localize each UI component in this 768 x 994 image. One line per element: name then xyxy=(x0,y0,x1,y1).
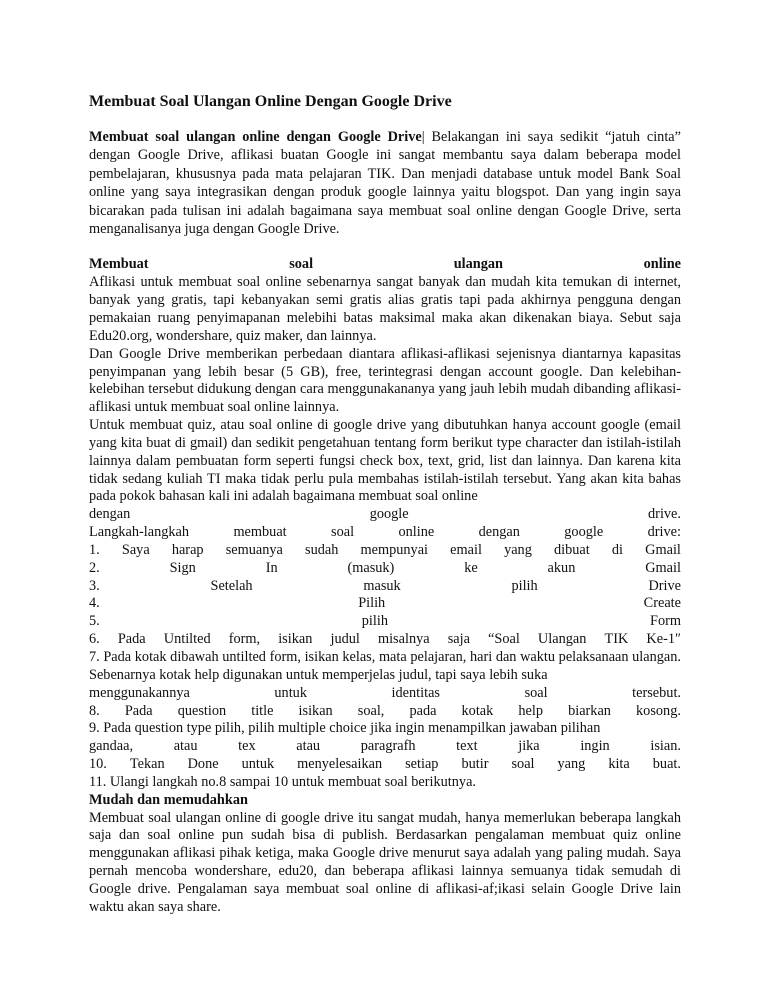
step-6 xyxy=(89,631,681,649)
word: kosong. xyxy=(636,702,681,719)
word: judul xyxy=(330,631,360,648)
word: akun xyxy=(547,559,576,576)
word: yang xyxy=(504,541,532,558)
word: Pada xyxy=(117,631,146,648)
word: Saya xyxy=(121,541,150,558)
word: Setelah xyxy=(210,577,253,594)
word: Gmail xyxy=(645,541,681,558)
word: kita xyxy=(608,756,630,773)
word: form, xyxy=(228,631,261,648)
step-9: 9. Pada question type pilih, pilih multiple choice jika ingin menampilkan jawaban pilihan xyxy=(89,720,601,737)
word: 6. xyxy=(89,631,100,648)
heading-word: Membuat xyxy=(89,256,149,273)
word: 3. xyxy=(89,577,100,594)
word: mempunyai xyxy=(360,541,429,558)
word: (masuk) xyxy=(347,559,395,576)
intro-text: | Belakangan ini saya sedikit “jatuh cinta” dengan Google Drive, aflikasi buatan Google ini sangat membantu saya dalam beberapa model pembelajaran, khususnya pada mata pelajaran TIK. Dan menjadi database untuk model Bank Soal online yang saya integrasikan dengan produk google lainnya yaitu blogspot. Dan yang ingin saya bicarakan pada tulisan ini adalah bagaimana saya membuat soal online dengan Google Drive, serta menganalisanya juga dengan Google Drive. xyxy=(89,129,681,238)
word: paragrafh xyxy=(360,738,416,755)
step-3 xyxy=(89,578,681,596)
word: untuk xyxy=(241,756,275,773)
word: masuk xyxy=(363,577,401,594)
word: TIK xyxy=(604,631,629,648)
word: online xyxy=(398,524,435,541)
step-8 xyxy=(89,703,681,721)
word: 2. xyxy=(89,559,100,576)
word: tex xyxy=(238,738,256,755)
word: text xyxy=(456,738,478,755)
word: google xyxy=(369,506,409,523)
word: Langkah-langkah xyxy=(89,524,190,541)
word: untuk xyxy=(274,684,307,701)
step-7-end xyxy=(89,685,681,703)
word: dibuat xyxy=(554,541,590,558)
word: yang xyxy=(557,756,586,773)
section1-heading xyxy=(89,256,681,274)
word: butir xyxy=(461,756,489,773)
document-title: Membuat Soal Ulangan Online Dengan Google Drive xyxy=(89,93,452,110)
section1-paragraph-3: Untuk membuat quiz, atau soal online di google drive yang dibutuhkan hanya account google (email yang kita buat di gmail) dan sedikit pengetahuan tentang form berikut type character dan istilah-istilah lainnya dalam pembuatan form seperti fungsi check box, text, grid, list dan lainnya. Dan karena kita tidak sedang kuliah TI maka tidak perlu pula membahas istilah-istilah tersebut. Yang akan kita bahas pada pokok bahasan kali ini adalah bagaimana membuat soal online xyxy=(89,417,681,505)
word: Ke-1″ xyxy=(646,631,681,648)
word: sudah xyxy=(305,541,339,558)
word: soal xyxy=(524,684,548,701)
word: help xyxy=(518,702,543,719)
section1-paragraph-2: Dan Google Drive memberikan perbedaan diantara aflikasi-aflikasi sejenisnya diantarnya kapasitas penyimpanan yang lebih besar (5 GB), free, terintegrasi dengan account google. Dan kelebihan-kelebihan tersebut didukung dengan cara menggunakananya yang jauh lebih mudah dibanding aflikasi-aflikasi untuk membuat soal online lainnya. xyxy=(89,345,681,416)
word: Gmail xyxy=(645,559,681,576)
word: Untilted xyxy=(163,631,211,648)
word: drive. xyxy=(648,506,681,523)
word: tersebut. xyxy=(632,684,681,701)
word: isikan xyxy=(298,702,333,719)
word: soal xyxy=(331,524,355,541)
word: dengan xyxy=(89,506,131,523)
word: isikan xyxy=(278,631,313,648)
word: identitas xyxy=(391,684,440,701)
word: Sign xyxy=(169,559,196,576)
article-body xyxy=(89,256,681,916)
word: 4. xyxy=(89,595,100,612)
word: pada xyxy=(409,702,437,719)
word: pilih xyxy=(511,577,538,594)
word: Form xyxy=(650,613,681,630)
word: Create xyxy=(643,595,681,612)
intro-bold-lead: Membuat soal ulangan online dengan Google Drive xyxy=(89,129,422,145)
word: misalnya xyxy=(377,631,430,648)
word: 10. xyxy=(89,756,107,773)
word: question xyxy=(177,702,227,719)
step-4 xyxy=(89,595,681,613)
word: isian. xyxy=(650,738,681,755)
word: title xyxy=(251,702,274,719)
word: soal xyxy=(511,756,535,773)
word: kotak xyxy=(461,702,494,719)
section2-heading: Mudah dan memudahkan xyxy=(89,791,248,808)
heading-word: soal xyxy=(289,256,314,273)
section2-paragraph: Membuat soal ulangan online di google drive itu sangat mudah, hanya memerlukan beberapa langkah saja dan soal online pun sudah bisa di publish. Berdasarkan pengalaman membuat quiz online menggunakan aflikasi pihak ketiga, maka Google drive menurut saya adalah yang paling mudah. Saya pernah mencoba wondershare, edu20, dan beberapa aflikasi lainnya semuanya tidak semudah di Google drive. Pengalaman saya membuat soal online di aflikasi-af;ikasi selain Google Drive lain waktu akan saya share. xyxy=(89,809,681,915)
word: 5. xyxy=(89,613,100,630)
word: google xyxy=(564,524,604,541)
word: ke xyxy=(464,559,478,576)
word: gandaa, xyxy=(89,738,134,755)
word: Ulangan xyxy=(537,631,587,648)
word: buat. xyxy=(652,756,681,773)
word: Done xyxy=(187,756,219,773)
word: In xyxy=(265,559,278,576)
step-7: 7. Pada kotak dibawah untilted form, isikan kelas, mata pelajaran, hari dan waktu pelaksanaan ulangan. Sebenarnya kotak help digunakan untuk memperjelas judul, tapi saya lebih suka xyxy=(89,649,681,683)
step-2 xyxy=(89,560,681,578)
word: saja xyxy=(447,631,470,648)
word: “Soal xyxy=(488,631,520,648)
word: Tekan xyxy=(129,756,165,773)
word: biarkan xyxy=(568,702,611,719)
word: 1. xyxy=(89,541,100,558)
word: atau xyxy=(296,738,321,755)
word: di xyxy=(611,541,624,558)
word: email xyxy=(450,541,482,558)
word: membuat xyxy=(233,524,287,541)
word: Pilih xyxy=(358,595,386,612)
word: jika xyxy=(518,738,540,755)
word: menyelesaikan xyxy=(297,756,383,773)
word: semuanya xyxy=(225,541,283,558)
steps-heading xyxy=(89,524,681,542)
word: 8. xyxy=(89,702,100,719)
heading-word: online xyxy=(643,256,681,273)
word: dengan xyxy=(478,524,520,541)
step-1 xyxy=(89,542,681,560)
word: Drive xyxy=(648,577,681,594)
word: pilih xyxy=(361,613,388,630)
word: atau xyxy=(173,738,198,755)
step-9-end xyxy=(89,738,681,756)
step-11: 11. Ulangi langkah no.8 sampai 10 untuk membuat soal berikutnya. xyxy=(89,773,476,790)
word: harap xyxy=(171,541,204,558)
word: soal, xyxy=(357,702,385,719)
word: setiap xyxy=(405,756,439,773)
word: drive: xyxy=(647,524,681,541)
step-10 xyxy=(89,756,681,774)
section1-paragraph-1: Aflikasi untuk membuat soal online sebenarnya sangat banyak dan mudah kita temukan di internet, banyak yang gratis, tapi kebanyakan semi gratis alias gratis tapi pada akhirnya pengguna dengan pemakaian ruang penyimapanan melebihi batas maksimal maka akan dikenakan biaya. Sebut saja Edu20.org, wondershare, quiz maker, dan lainnya. xyxy=(89,274,681,344)
paragraph-3-end xyxy=(89,506,681,524)
step-5 xyxy=(89,613,681,631)
intro-paragraph xyxy=(89,128,681,238)
document-page xyxy=(89,92,681,917)
word: Pada xyxy=(124,702,153,719)
heading-word: ulangan xyxy=(453,256,503,273)
word: menggunakannya xyxy=(89,684,190,701)
word: ingin xyxy=(580,738,610,755)
